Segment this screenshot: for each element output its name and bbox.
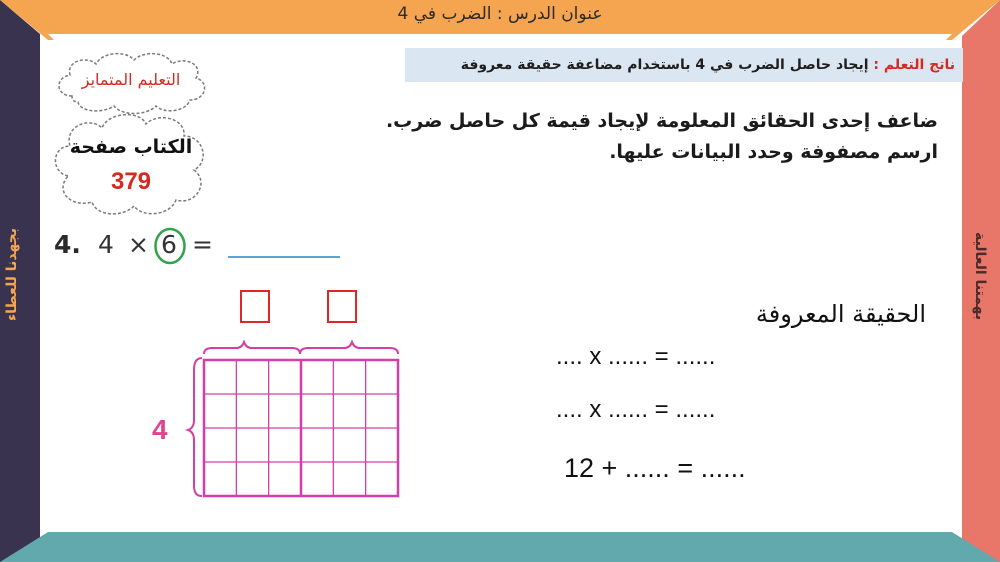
known-fact-title: الحقيقة المعروفة [755,300,926,328]
answer-box-left[interactable] [240,290,270,323]
outcome-label: ناتج التعلم : [873,57,955,73]
left-brace [188,358,202,496]
top-brace-right [300,342,398,354]
learning-outcome [405,48,963,82]
instruction-line-2: ارسم مصفوفة وحدد البيانات عليها. [609,141,938,163]
lesson-title: عنوان الدرس : الضرب في 4 [397,4,603,24]
book-page-number: 379 [110,168,152,195]
equals-sign: = [192,230,213,259]
top-brace-left [204,342,300,354]
right-side-slogan: بهمتنا العالية [972,232,988,321]
array-diagram [180,340,404,502]
fact-equation-3: 12 + ...... = ...... [564,453,746,483]
badge-top-label: التعليم المتمايز [81,70,181,89]
answer-line[interactable] [228,256,340,258]
fact-equation-1: .... x ...... = ...... [556,343,716,370]
left-side-slogan: بجهدنا للعطاء [4,228,20,321]
top-white-strip [48,34,952,40]
book-page-label: الكتاب صفحة [69,136,193,158]
instruction-line-1: ضاعف إحدى الحقائق المعلومة لإيجاد قيمة كل حاصل ضرب. [385,110,938,132]
fact-equation-2: .... x ...... = ...... [556,396,716,423]
problem-number: 4. [54,230,81,259]
instructions [218,106,938,168]
array-grid [204,360,398,496]
outcome-text: إيجاد حاصل الضرب في 4 باستخدام مضاعفة حقيقة معروفة [460,57,869,73]
cloud-shape-bottom [48,106,214,218]
factor-a: 4 [98,230,114,259]
times-sign: × [128,230,149,259]
book-page-badge [48,106,214,218]
bottom-teal-bar [0,532,1000,562]
answer-box-right[interactable] [327,290,357,323]
factor-b: 6 [161,230,177,259]
rows-label: 4 [152,414,168,445]
